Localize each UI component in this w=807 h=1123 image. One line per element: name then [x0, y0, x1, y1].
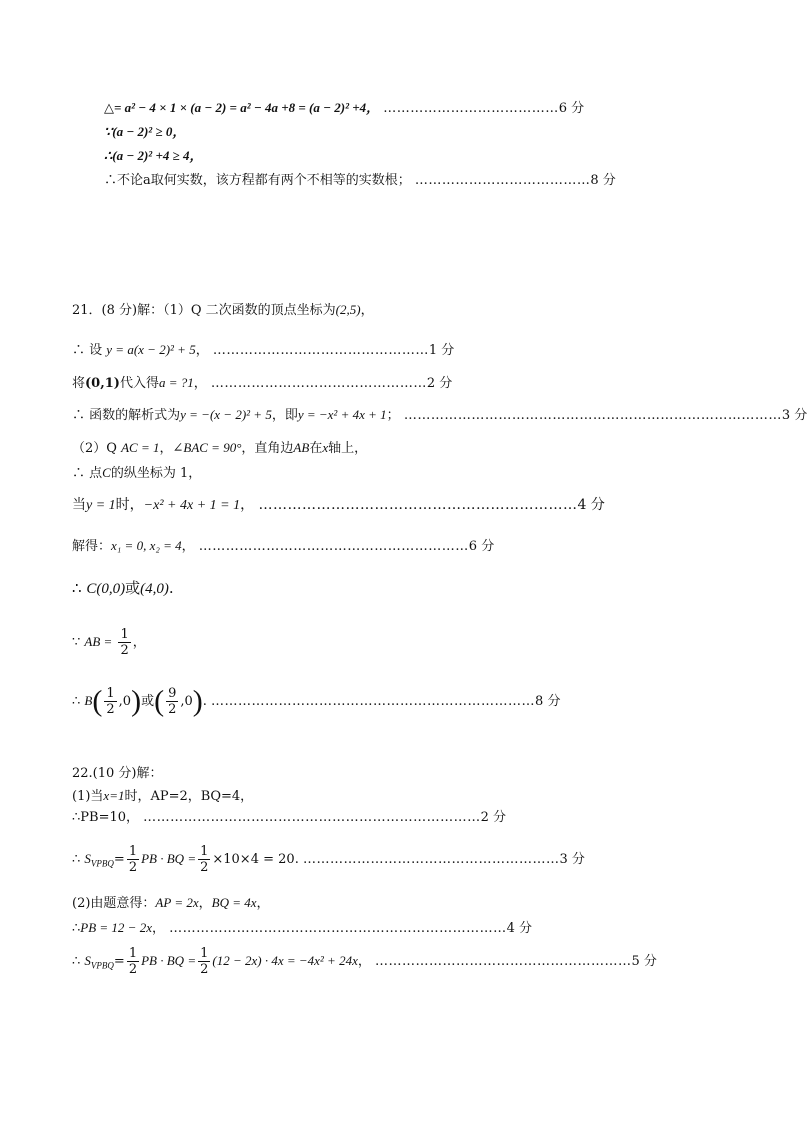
numerator: 1	[120, 627, 129, 642]
punct: .	[202, 694, 207, 709]
q22-part2-given	[72, 895, 270, 912]
math-expr: AP = 2x	[155, 895, 199, 910]
q21-part2-given	[72, 440, 367, 457]
step-lead: ∵	[72, 635, 81, 650]
math-expr: ×10×4 = 20	[212, 852, 295, 867]
punct: ，	[151, 921, 165, 936]
paren-close-glyph: )	[192, 684, 203, 718]
question-21-heading	[72, 302, 374, 319]
numerator: 1	[106, 686, 115, 701]
fraction	[118, 627, 130, 658]
discriminant-expr: △= a² − 4 × 1 × (a − 2) = a² − 4a +8 = (a − 2)² +4，	[104, 100, 380, 115]
math-expr: AB =	[84, 634, 113, 649]
math-expr: x	[322, 440, 329, 455]
step-lead: (1)当	[72, 789, 104, 804]
step-lead: ∴	[72, 921, 81, 936]
q21-point-c-ordinate	[72, 465, 201, 482]
step-mid: 或	[141, 694, 155, 709]
step-tail: 轴上，	[328, 441, 368, 456]
step-mid: 或	[125, 579, 141, 597]
math-expr: B	[84, 693, 93, 708]
punct: ，	[195, 343, 209, 358]
q21-step-3	[72, 407, 807, 424]
step-lead: 将	[72, 376, 86, 391]
score-label: 8 分	[535, 694, 561, 709]
punct: ，	[357, 954, 371, 969]
math-expr: y = a(x − 2)² + 5	[106, 342, 196, 357]
step-lead: ∴	[72, 694, 81, 709]
step-mid: 在	[309, 441, 323, 456]
step-mid: ，即	[271, 408, 298, 423]
denominator: 2	[106, 702, 115, 717]
numerator: 1	[200, 946, 209, 961]
paren-open-glyph: (	[92, 684, 103, 718]
subscript: VPBQ	[90, 960, 114, 971]
q21-ab-length	[72, 625, 146, 660]
math-expr: PB · BQ =	[141, 851, 197, 866]
leader-dots: …………………………………………………………………	[169, 921, 507, 936]
step-mid: ，直角边	[241, 441, 294, 456]
fraction	[104, 686, 116, 717]
discriminant-line	[104, 100, 584, 117]
punct: ，	[159, 441, 173, 456]
square-plus-four-line: ∴(a − 2)² +4 ≥ 4，	[104, 148, 203, 163]
math-expr: y = 1	[86, 498, 116, 513]
denominator: 2	[128, 962, 138, 977]
score-label: 4 分	[577, 497, 605, 513]
fraction	[166, 686, 178, 717]
equals-sign: =	[113, 954, 125, 969]
question-22-heading: 22.(10 分)解：	[72, 766, 163, 781]
math-expr: y = −(x − 2)² + 5	[180, 407, 272, 422]
leader-dots: …………………………………………………	[302, 852, 560, 867]
conclusion-line	[104, 173, 616, 189]
step-tail: 时，AP=2，BQ=4，	[124, 789, 254, 804]
math-expr: AB	[293, 440, 310, 455]
step-lead: （2）Q	[72, 441, 117, 456]
score-label: 4 分	[506, 921, 533, 936]
q21-step-1	[72, 342, 454, 359]
punct: .	[168, 579, 174, 597]
score-label: 3 分	[781, 408, 807, 423]
math-expr: S	[84, 851, 91, 866]
subscript: VPBQ	[90, 858, 114, 869]
q21-point-c-result	[72, 580, 174, 597]
step-lead: ∴ 函数的解析式为	[72, 408, 181, 423]
q21-point-b-result	[72, 683, 560, 720]
math-expr: x=1	[103, 788, 125, 803]
numerator: 1	[200, 844, 209, 859]
punct: ，	[198, 896, 212, 911]
numerator: 1	[128, 946, 138, 961]
score-label: 8 分	[590, 173, 616, 188]
punct: ，	[240, 497, 255, 513]
math-expr: AC = 1	[121, 440, 160, 455]
math-expr: ∠BAC = 90°	[172, 440, 242, 455]
math-expr: C(0,0)	[86, 581, 126, 597]
q22-area-part1	[72, 842, 585, 881]
leader-dots: …………………………………………………………	[258, 497, 578, 513]
fraction	[127, 946, 139, 977]
q22-area-part2	[72, 944, 657, 983]
leader-dots: …………………………………	[383, 101, 559, 116]
fraction	[198, 946, 210, 977]
step-lead: 当	[72, 497, 86, 513]
punct: ，	[193, 376, 207, 391]
denominator: 2	[128, 860, 138, 875]
denominator: 2	[200, 860, 209, 875]
leader-dots: …………………………………………	[210, 376, 427, 391]
step-lead: (2)由题意得：	[72, 896, 156, 911]
equals-sign: =	[113, 852, 125, 867]
punct: ，	[360, 303, 374, 318]
math-expr: (12 − 2x) · 4x = −4x² + 24x	[212, 953, 358, 968]
score-label: 3 分	[559, 852, 585, 867]
numerator: 9	[168, 686, 177, 701]
leader-dots: …………………………………………………………………………	[403, 408, 782, 423]
square-nonneg-line: ∵(a − 2)² ≥ 0，	[104, 124, 186, 139]
paren-open-glyph: (	[154, 684, 165, 718]
denominator: 2	[120, 643, 129, 658]
math-expr: −x² + 4x + 1 = 1	[143, 498, 241, 513]
step-mid: 时，	[115, 497, 144, 513]
step-lead: ∴	[72, 852, 81, 867]
step-text: ∴PB=10，	[72, 810, 140, 825]
denominator: 2	[168, 702, 177, 717]
math-expr: y = −x² + 4x + 1	[297, 407, 387, 422]
punct: ，	[132, 635, 146, 650]
vertex-coords: (2,5)	[335, 302, 361, 317]
punct: .	[294, 852, 299, 867]
q22-pb-value	[72, 810, 506, 826]
math-expr: PB = 12 − 2x	[80, 920, 152, 935]
score-label: 6 分	[558, 101, 585, 116]
math-expr: S	[84, 953, 91, 968]
score-label: 2 分	[480, 810, 507, 825]
leader-dots: ……………………………………………………	[198, 539, 469, 554]
numerator: 1	[128, 844, 138, 859]
math-expr: x₁ = 0, x₂ = 4	[111, 538, 182, 553]
fraction	[198, 844, 210, 875]
score-label: 2 分	[426, 376, 453, 391]
math-expr: PB · BQ =	[141, 953, 197, 968]
math-expr: C	[102, 465, 111, 480]
step-lead: ∴	[72, 579, 82, 597]
math-expr: BQ = 4x	[211, 895, 257, 910]
leader-dots: …………………………………………………	[375, 954, 632, 969]
punct: ，	[256, 896, 270, 911]
math-expr: a = ?1	[158, 375, 194, 390]
coord-tail: ,0	[118, 694, 132, 709]
step-lead: ∴ 设	[72, 343, 103, 358]
step-lead: 解得：	[72, 539, 112, 554]
leader-dots: …………………………………………	[212, 343, 429, 358]
fraction	[127, 844, 139, 875]
step-mid: 代入得	[119, 376, 159, 391]
step-tail: 的纵坐标为 1，	[110, 466, 202, 481]
paren-close-glyph: )	[131, 684, 142, 718]
punct: ；	[386, 408, 400, 423]
q21-solve-roots	[72, 538, 494, 555]
leader-dots: ………………………………………………………………	[211, 694, 536, 709]
punct: ，	[181, 539, 195, 554]
coord-tail: ,0	[180, 694, 193, 709]
step-lead: ∴	[72, 954, 81, 969]
conclusion-text: ∴不论a取何实数，该方程都有两个不相等的实数根；	[104, 173, 411, 188]
q21-step-2	[72, 375, 452, 392]
denominator: 2	[200, 962, 209, 977]
q21-step-4	[72, 497, 605, 514]
math-expr: (4,0)	[140, 581, 169, 597]
leader-dots: …………………………………………………………………	[143, 810, 481, 825]
q22-pb-expression	[72, 920, 532, 937]
point-coords: (0,1)	[85, 376, 120, 391]
heading-text: 21．(8 分)解：（1）Q 二次函数的顶点坐标为	[72, 303, 336, 318]
leader-dots: …………………………………	[414, 173, 591, 188]
step-lead: ∴ 点	[72, 466, 103, 481]
score-label: 6 分	[468, 539, 495, 554]
score-label: 1 分	[428, 343, 455, 358]
q22-part1-given	[72, 788, 253, 805]
score-label: 5 分	[631, 954, 657, 969]
